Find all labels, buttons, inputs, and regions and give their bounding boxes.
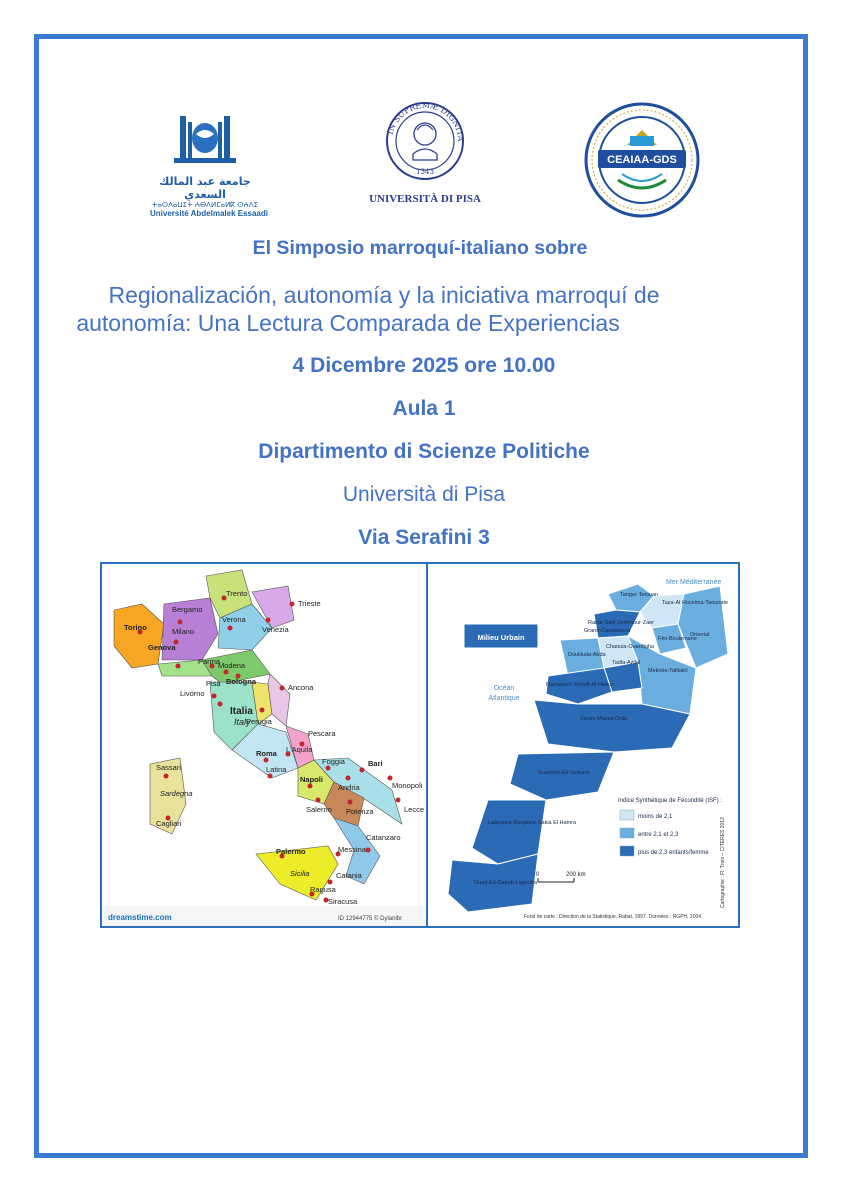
milieu-urbain-label: Milieu Urbain	[477, 633, 525, 642]
map-source: Fond de carte : Direction de la Statistique, Rabat, 1997. Données : RGPH, 2004.	[524, 914, 703, 920]
label-foggia: Foggia	[322, 757, 345, 766]
title-line-3: autonomía: Una Lectura Comparada de Experiencias	[76, 310, 620, 336]
region-label-chaouia: Chaouia-Ouardigha	[606, 644, 655, 650]
sea-label: Mer Méditerranée	[666, 579, 722, 586]
label-ragusa: Ragusa	[310, 885, 336, 894]
pisa-seal-text: IN SUPREMÆ DIGNITA	[385, 100, 466, 142]
uae-emblem-icon	[150, 108, 260, 168]
label-siracusa: Siracusa	[328, 897, 358, 906]
label-latina: Latina	[266, 765, 287, 774]
label-monopoli: Monopoli	[392, 781, 423, 790]
label-potenza: Potenza	[346, 807, 374, 816]
pisa-name: UNIVERSITÀ DI PISA	[369, 193, 481, 205]
label-bergamo: Bergamo	[172, 605, 203, 614]
event-date: 4 Dicembre 2025 ore 10.00	[292, 354, 556, 377]
label-venezia: Venezia	[262, 625, 289, 634]
legend-title: Indice Synthétique de Fécondité (ISF) :	[618, 798, 723, 804]
label-catanzaro: Catanzaro	[366, 833, 401, 842]
label-verona: Verona	[222, 615, 246, 624]
event-address: Via Serafini 3	[358, 526, 490, 549]
region-label-oriental: Oriental	[690, 632, 710, 638]
region-label-tadla: Tadla-Azilal	[612, 660, 641, 666]
label-modena: Modena	[218, 661, 246, 670]
label-trento: Trento	[226, 589, 248, 598]
ceaiaa-emblem-icon	[582, 100, 702, 220]
label-sassari: Sassari	[156, 763, 182, 772]
label-bologna: Bologna	[226, 677, 256, 686]
scale-end: 200 km	[566, 872, 586, 878]
pisa-logo	[355, 100, 495, 205]
label-ancona: Ancona	[288, 683, 314, 692]
region-label-meknes: Meknès-Tafilalet	[648, 668, 688, 674]
morocco-map	[428, 564, 738, 926]
label-torino: Torino	[124, 623, 147, 632]
piemonte-region	[114, 604, 164, 668]
region-label-marrakech: Marrakech-Tensift-Al Haouz	[546, 682, 614, 688]
label-messina: Messina	[338, 845, 366, 854]
region-label-doukkala: Doukkala-Abda	[568, 652, 606, 658]
label-catania: Catania	[336, 871, 362, 880]
legend-label-1: moins de 2,1	[638, 814, 673, 820]
pisa-seal-icon	[355, 100, 495, 182]
label-andria: Andria	[338, 783, 360, 792]
ocean-label-1: Océan	[493, 685, 515, 692]
label-trieste: Trieste	[298, 599, 321, 608]
region-label-taza: Taza-Al Hoceima-Taounate	[662, 600, 729, 606]
uae-arabic-name: جامعة عبد المالك السعدي	[159, 175, 251, 201]
label-napoli: Napoli	[300, 775, 323, 784]
label-laquila: L'Aquila	[286, 745, 313, 754]
label-lecce: Lecce	[404, 805, 425, 814]
label-sardegna: Sardegna	[160, 789, 193, 798]
legend-swatch-2	[620, 828, 634, 838]
region-label-oued: Oued Ed-Dahab-Lagouira	[474, 880, 537, 886]
region-label-casablanca: Grand-Casablanca	[584, 628, 631, 634]
legend-label-3: plus de 2,3 enfants/femme	[638, 850, 709, 856]
event-department: Dipartimento di Scienze Politiche	[258, 440, 590, 463]
legend-swatch-3	[620, 846, 634, 856]
uae-french-name: Université Abdelmalek Essaadi	[150, 209, 268, 218]
title-line-2: Regionalización, autonomía y la iniciativa marroquí de	[108, 282, 660, 308]
label-parma: Parma	[198, 657, 221, 666]
label-pescara: Pescara	[308, 729, 336, 738]
dreamstime-watermark: dreamstime.com	[108, 913, 172, 922]
label-italia: Italia	[230, 706, 253, 717]
label-genova: Genova	[148, 643, 176, 652]
label-pisa: Pisa	[206, 679, 221, 688]
label-livorno: Livorno	[180, 689, 205, 698]
label-cagliari: Cagliari	[156, 819, 182, 828]
region-label-laayoune: Laâyoune-Boujdour-Sakia El Hamra	[488, 820, 577, 826]
uae-tifinagh-name: ⵜⴰⵙⴷⴰⵡⵉⵜ ⵄⴱⴷⵍⵎⴰⵍⴽ ⵙⵄⴷⵉ	[151, 201, 259, 209]
label-perugia: Perugia	[246, 717, 272, 726]
label-italy: Italy	[234, 717, 251, 727]
ocean-label-2: Atlantique	[488, 695, 520, 702]
scale-start: 0	[536, 872, 540, 878]
title-line-1: El Simposio marroquí-italiano sobre	[252, 237, 588, 259]
legend-swatch-1	[620, 810, 634, 820]
label-sicilia: Sicilia	[290, 869, 310, 878]
label-milano: Milano	[172, 627, 195, 636]
label-roma: Roma	[256, 749, 277, 758]
italy-map	[102, 564, 426, 926]
event-university: Università di Pisa	[342, 483, 506, 506]
ceaiaa-acronym: CEAIAA-GDS	[607, 154, 677, 166]
region-label-souss: Souss-Massa-Drâa	[580, 716, 628, 722]
label-salerno: Salerno	[306, 805, 332, 814]
uae-logo	[150, 108, 268, 218]
dreamstime-id: ID 12944775 © Dylanlbr	[338, 916, 403, 922]
pisa-year: 1343	[416, 168, 434, 176]
ceaiaa-logo	[582, 100, 702, 220]
label-palermo: Palermo	[276, 847, 306, 856]
label-bari: Bari	[368, 759, 383, 768]
region-label-rabat: Rabat-Salé-Zemmour-Zaer	[588, 620, 655, 626]
region-label-tanger: Tanger-Tetouan	[620, 592, 659, 598]
legend-label-2: entre 2,1 et 2,3	[638, 832, 679, 838]
region-label-guelmim: Guelmim-Es-Semara	[538, 770, 590, 776]
region-label-fes: Fès-Boulemane	[658, 636, 697, 642]
event-room: Aula 1	[392, 397, 456, 420]
map-credit: Cartographie : Fl. Troin – CITERES 2012	[720, 817, 726, 908]
